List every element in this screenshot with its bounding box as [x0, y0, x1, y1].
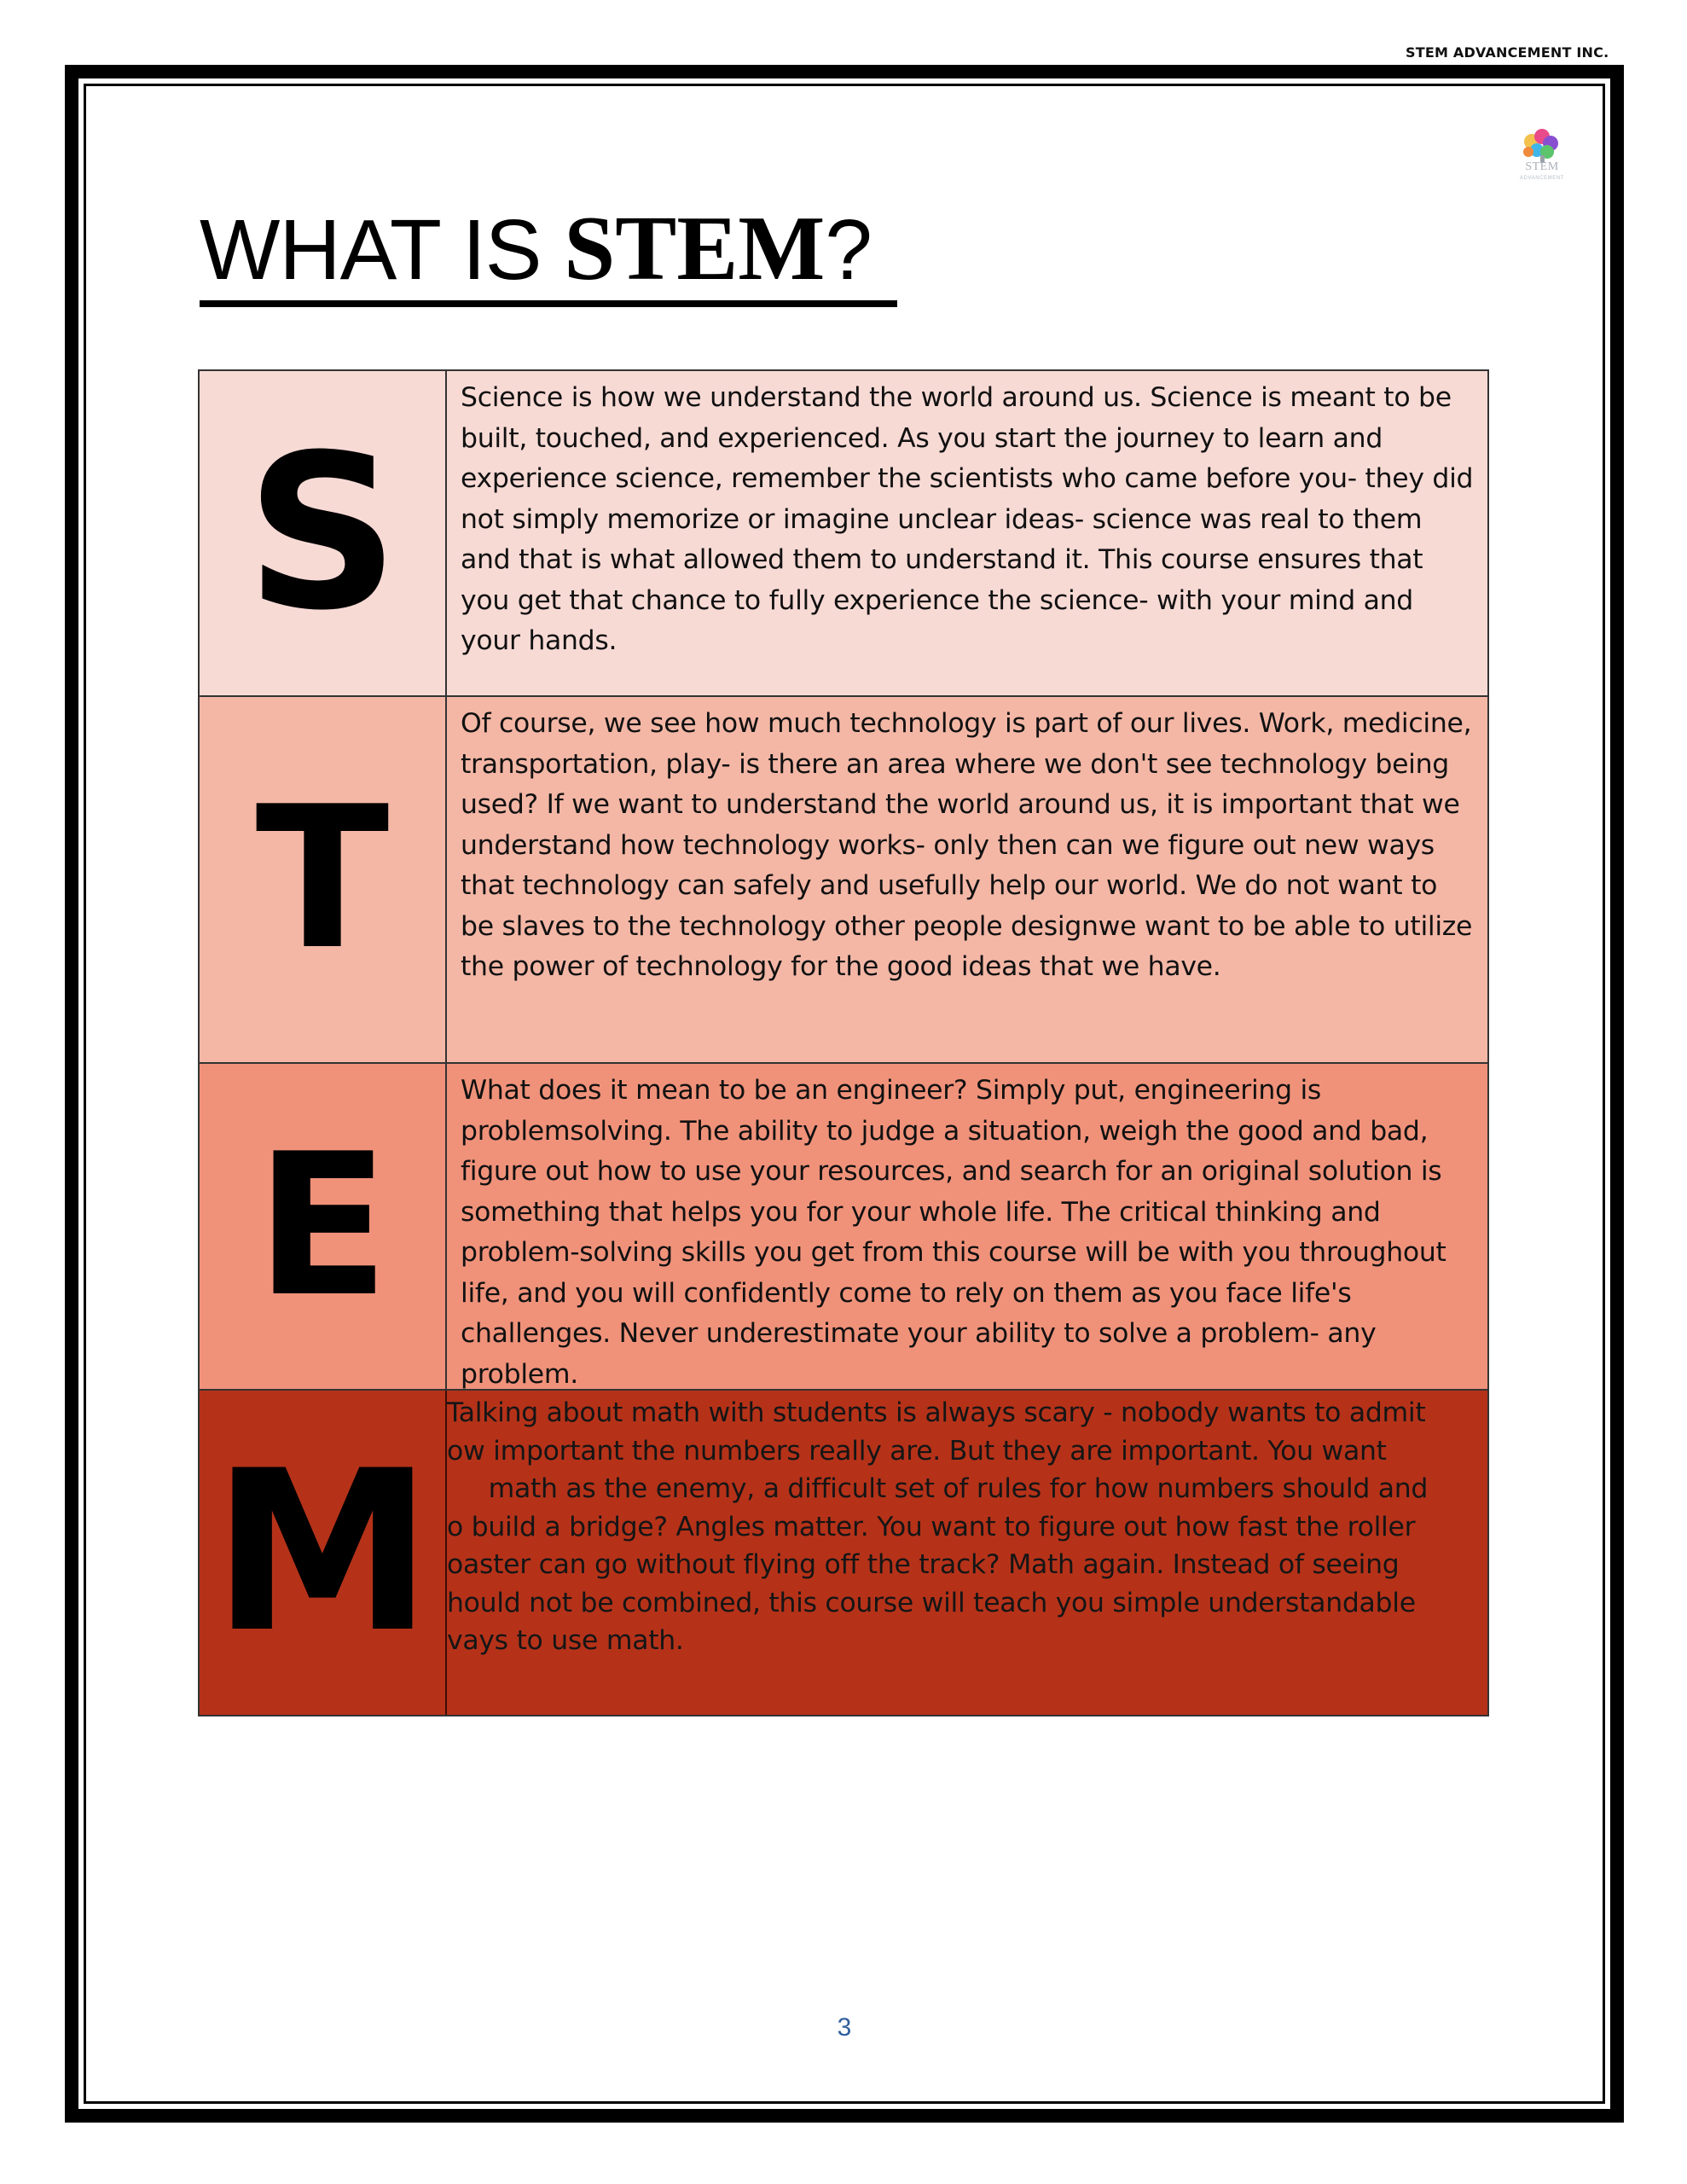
engineering-description: What does it mean to be an engineer? Simply put, engineering is problemsolving. The ability to judge a situation, weigh the good and bad, figure out how to use your resources, and search for an original solution is something that helps you for your whole life. The critical thinking and problem-solving skills you get from this course will be with you throughout life, and you will confidently come to rely on them as you face life's challenges. Never underestimate your ability to solve a problem- any problem. — [461, 1075, 1446, 1390]
science-description: Science is how we understand the world around us. Science is meant to be built, touched, and experienced. As you start the journey to learn and experience science, remember the scientists who came before you- they did not simply memorize or imagine unclear ideas- science was real to them and that is what allowed them to understand it. This course ensures that you get that chance to fully experience the science- with your mind and your hands. — [461, 382, 1474, 656]
title-emphasis: STEM — [564, 198, 826, 299]
technology-description: Of course, we see how much technology is part of our lives. Work, medicine, transportation, play- is there an area where we don't see technology being used? If we want to understand the world around us, it is important that we understand how technology works- only then can we figure out new ways that technology can safely and usefully help our world. We do not want to be slaves to the technology other people designwe want to be able to utilize the power of technology for the good ideas that we have. — [461, 708, 1473, 982]
letter-cell — [200, 371, 447, 695]
title-prefix: WHAT IS — [200, 202, 565, 298]
stem-row-math — [198, 1389, 1489, 1716]
letter-cell — [200, 1391, 447, 1715]
math-line: ow important the numbers really are. But they are important. You want — [447, 1435, 1387, 1467]
title-suffix: ? — [825, 202, 872, 298]
stem-row-engineering — [198, 1062, 1489, 1391]
stem-letter-s: S — [245, 409, 400, 657]
page-number: 3 — [837, 2013, 852, 2042]
stem-letter-m: M — [212, 1424, 433, 1682]
math-line: math as the enemy, a difficult set of rules for how numbers should and — [447, 1473, 1429, 1504]
brain-logo-icon — [1503, 119, 1580, 196]
stem-letter-t: T — [255, 765, 390, 993]
stem-row-science — [198, 369, 1489, 697]
math-line: hould not be combined, this course will teach you simple understandable — [447, 1587, 1416, 1618]
logo-word: STEM — [1525, 160, 1559, 173]
logo-tagline: ADVANCEMENT — [1519, 176, 1565, 181]
math-line: Talking about math with students is always scary - nobody wants to admit — [447, 1397, 1426, 1428]
header-company-name: STEM ADVANCEMENT INC. — [1406, 44, 1609, 61]
page-title — [200, 198, 872, 299]
title-underline — [200, 300, 897, 307]
math-description — [447, 1394, 1474, 1660]
stem-row-technology — [198, 695, 1489, 1064]
math-line: vays to use math. — [447, 1625, 684, 1656]
math-line: oaster can go without flying off the track? Math again. Instead of seeing — [447, 1549, 1400, 1580]
math-line: o build a bridge? Angles matter. You want to figure out how fast the roller — [447, 1511, 1416, 1542]
stem-letter-e: E — [255, 1112, 390, 1340]
letter-cell — [200, 1064, 447, 1389]
letter-cell — [200, 697, 447, 1062]
